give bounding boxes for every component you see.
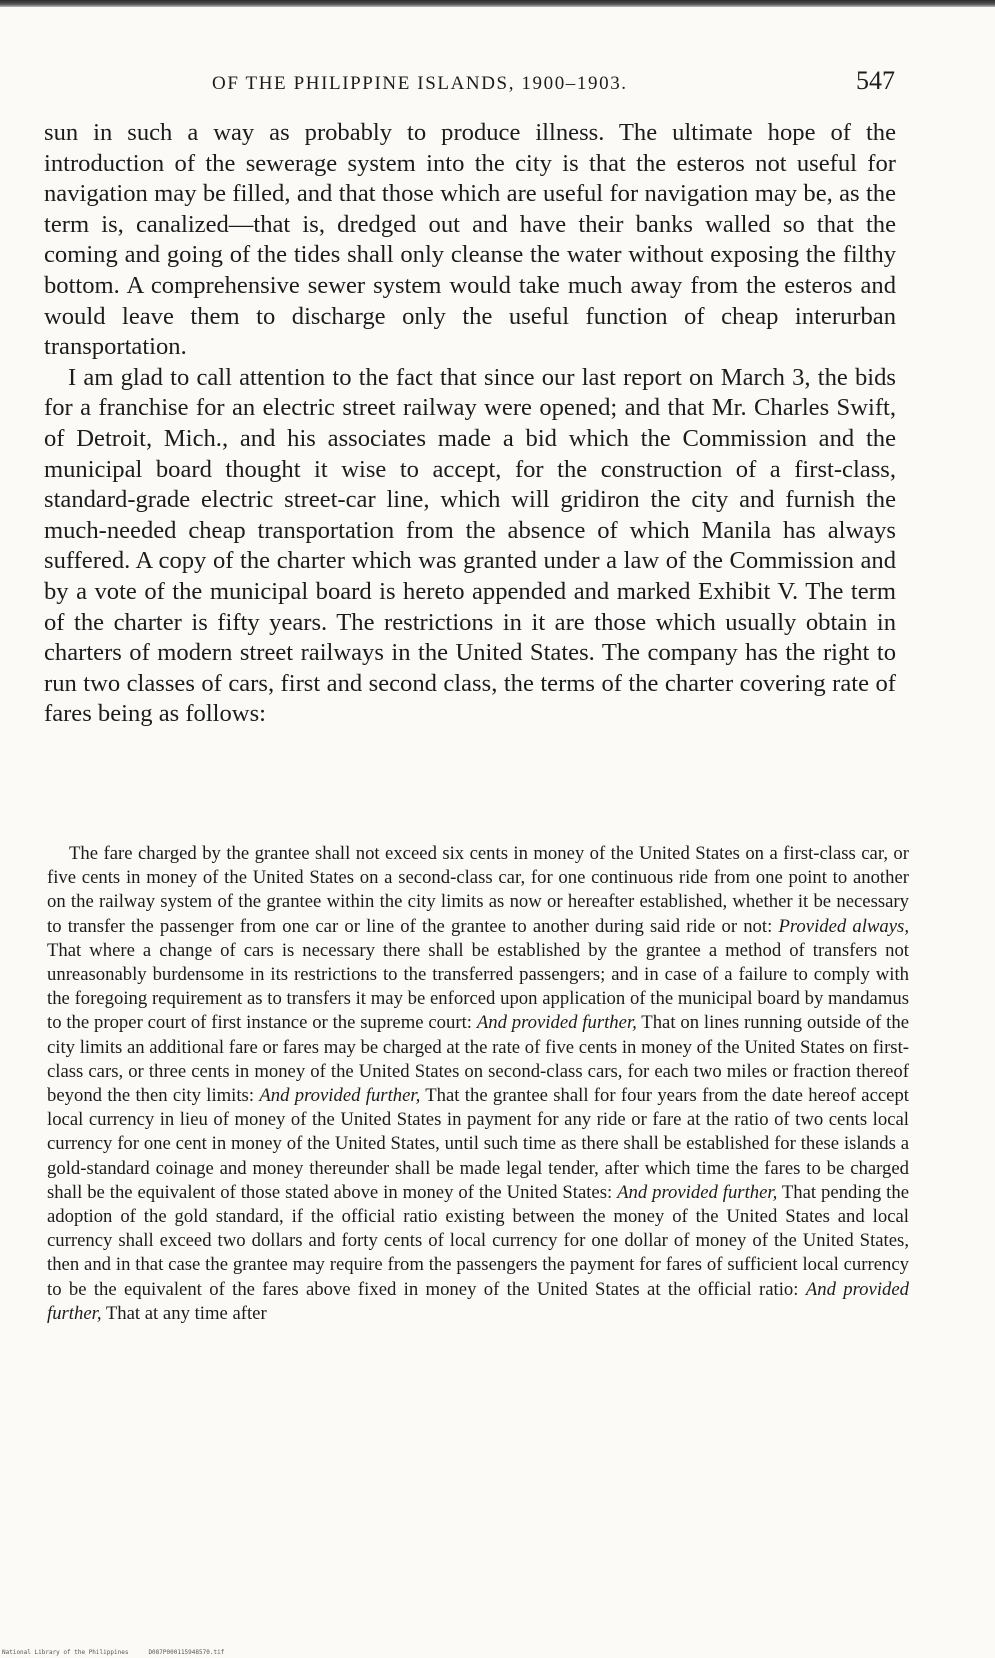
extract-text: The fare charged by the grantee shall not exceed six cents in money of the United States on a first-class car, or five cents in money of the United States on a second-class car, for one continuous ride from one point to another on the railway system of the grantee within the city limits as now or hereafter established, whether it be necessary to transfer the passenger from one car or line of the grantee to another during said ride or not: — [47, 843, 909, 937]
scan-footer — [2, 1649, 224, 1656]
extract-text: That at any time after — [101, 1302, 267, 1324]
top-border — [0, 0, 995, 7]
extract-text: That the grantee shall for four years from the date hereof accept local currency in lieu of money of the United States in payment for any ride or fare at the ratio of two cents local currency for one cent in money of the United States, until such time as there shall be established for these islands a gold-standard coinage and money thereunder shall be made legal tender, after which time the fares to be charged shall be the equivalent of those stated above in money of the United States: — [47, 1085, 909, 1203]
extract-italic: And provided further, — [47, 1278, 909, 1324]
extract-italic: And provided further, — [617, 1181, 778, 1203]
paragraph: I am glad to call attention to the fact that since our last report on March 3, the bids for a franchise for an electric street railway were opened; and that Mr. Charles Swift, of Detroit, Mich., and his associates made a bid which the Commission and the municipal board thought it wise to accept, for the construction of a first-class, standard-grade electric street-car line, which will gridiron the city and furnish the much-needed cheap transportation from the absence of which Manila has always suffered. A copy of the charter which was granted under a law of the Commission and by a vote of the municipal board is hereto appended and marked Exhibit V. The term of the charter is fifty years. The restrictions in it are those which usually obtain in charters of modern street railways in the United States. The company has the right to run two classes of cars, first and second class, the terms of the charter covering rate of fares being as follows: — [44, 363, 896, 728]
extract-italic: And provided further, — [259, 1085, 421, 1107]
charter-extract — [47, 842, 909, 1326]
file-id: D087P000115948570.tif — [148, 1649, 225, 1656]
paragraph: sun in such a way as probably to produce illness. The ultimate hope of the introduction of the sewerage system into the city is that the esteros not useful for navigation may be filled, and that those which are useful for navigation may be, as the term is, canalized—that is, dredged out and have their banks walled so that the coming and going of the tides shall only cleanse the water without exposing the filthy bottom. A comprehensive sewer system would take much away from the esteros and would leave them to discharge only the useful function of cheap interurban transportation. — [44, 119, 896, 361]
running-head: OF THE PHILIPPINE ISLANDS, 1900–1903. — [212, 73, 628, 94]
extract-text: That pending the adoption of the gold standard, if the official ratio existing between the money of the United States and local currency shall exceed two dollars and forty cents of local currency for one dollar of money of the United States, then and in that case the grantee may require from the passengers the payment for fares of sufficient local currency to be the equivalent of the fares above fixed in money of the United States at the official ratio: — [47, 1181, 909, 1300]
page-header — [42, 66, 895, 96]
body-text — [44, 118, 896, 730]
library-credit: National Library of the Philippines — [2, 1649, 129, 1656]
extract-text: That where a change of cars is necessary there shall be established by the grantee a method of transfers not unreasonably burdensome in its restrictions to the transferred passengers; and in case of a failure to comply with the foregoing requirement as to transfers it may be enforced upon application of the municipal board by mandamus to the proper court of first instance or the supreme court: — [47, 939, 909, 1034]
extract-italic: And provided further, — [476, 1012, 637, 1034]
page-number: 547 — [856, 66, 895, 95]
extract-text: That on lines running outside of the city limits an additional fare or fares may be charged at the rate of five cents in money of the United States on first-class cars, or three cents in money of the United States on second-class cars, for each two miles or fraction thereof beyond the then city limits: — [47, 1012, 909, 1107]
extract-italic: Provided always, — [778, 915, 909, 937]
